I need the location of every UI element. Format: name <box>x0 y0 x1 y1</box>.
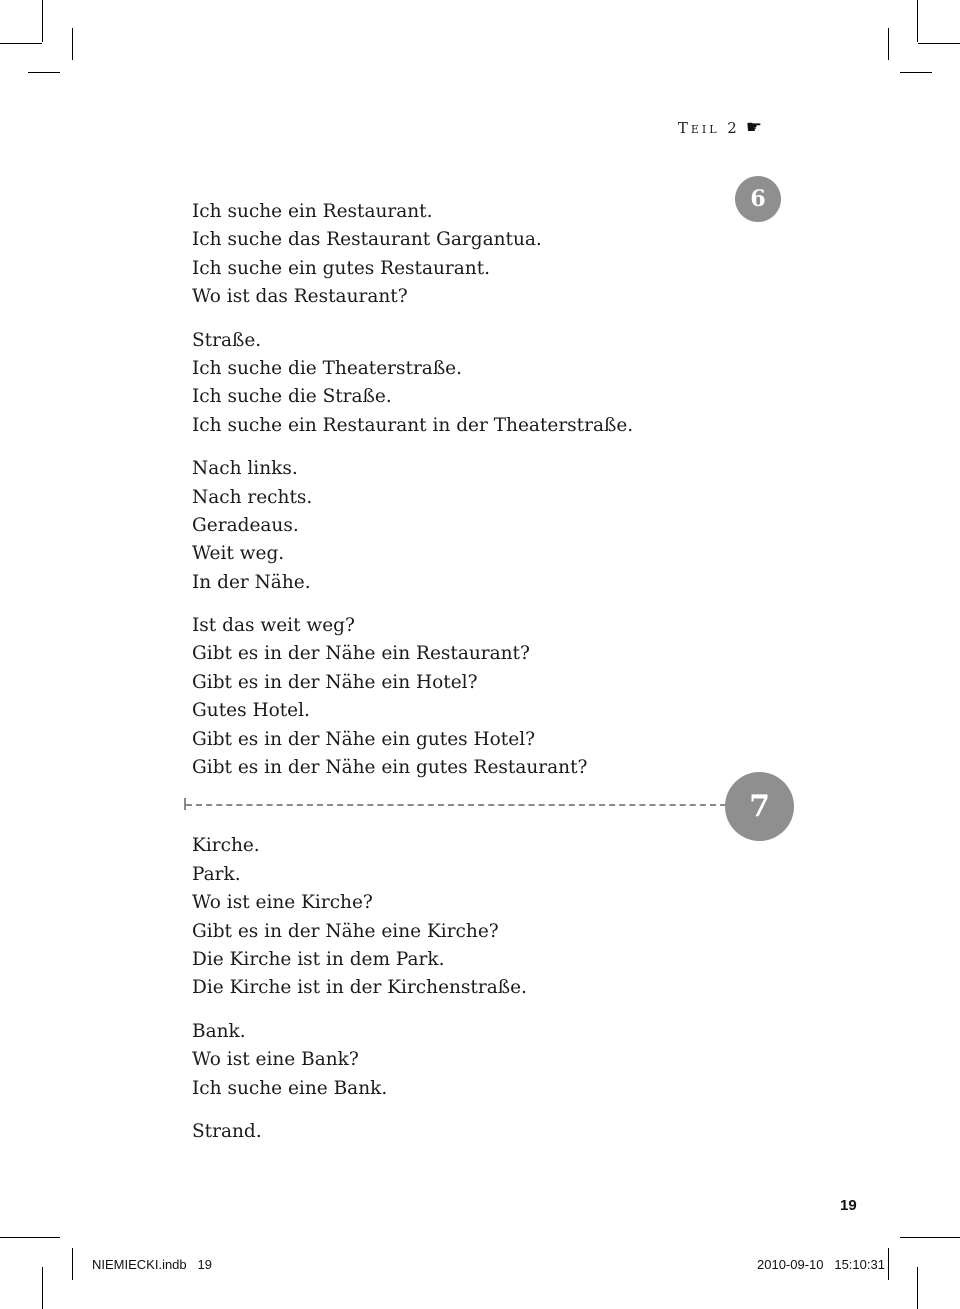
phrase-line: Weit weg. <box>192 543 285 565</box>
phrase-block <box>192 1018 752 1103</box>
crop-mark <box>42 1267 43 1309</box>
lesson-badge: 6 <box>735 176 781 222</box>
crop-mark <box>72 28 73 60</box>
phrase-line: Park. <box>192 863 241 885</box>
phrase-line: Gutes Hotel. <box>192 700 310 722</box>
phrase-block <box>192 832 752 1002</box>
crop-mark <box>28 1237 60 1238</box>
phrase-line: Wo ist eine Bank? <box>192 1049 359 1071</box>
phrase-block <box>192 1118 752 1146</box>
page-number: 19 <box>840 1197 857 1214</box>
crop-mark <box>28 72 60 73</box>
slug-timestamp: 2010-09-10 15:10:31 <box>757 1257 885 1272</box>
crop-mark <box>900 72 932 73</box>
phrase-line: Bank. <box>192 1020 246 1042</box>
phrase-line: In der Nähe. <box>192 571 311 593</box>
phrase-line: Ich suche ein gutes Restaurant. <box>192 257 491 279</box>
phrase-block <box>192 455 752 597</box>
phrase-line: Geradeaus. <box>192 514 299 536</box>
phrase-line: Die Kirche ist in der Kirchenstraße. <box>192 977 527 999</box>
phrase-block <box>192 327 752 441</box>
phrase-list <box>192 198 752 1161</box>
crop-mark <box>917 1267 918 1309</box>
phrase-line: Gibt es in der Nähe ein gutes Restaurant? <box>192 757 588 779</box>
crop-mark <box>888 28 889 60</box>
pointing-hand-icon: ☛ <box>745 117 762 138</box>
phrase-line: Ich suche ein Restaurant in der Theaterstraße. <box>192 414 634 436</box>
phrase-line: Ist das weit weg? <box>192 615 355 637</box>
phrase-line: Strand. <box>192 1120 262 1142</box>
phrase-line: Ich suche eine Bank. <box>192 1077 388 1099</box>
lesson-badge: 7 <box>725 772 794 841</box>
phrase-line: Die Kirche ist in dem Park. <box>192 948 445 970</box>
phrase-line: Wo ist das Restaurant? <box>192 286 408 308</box>
phrase-line: Nach links. <box>192 458 298 480</box>
phrase-line: Wo ist eine Kirche? <box>192 892 373 914</box>
phrase-line: Gibt es in der Nähe ein Hotel? <box>192 671 478 693</box>
phrase-line: Ich suche die Straße. <box>192 386 392 408</box>
crop-mark <box>72 1248 73 1280</box>
crop-mark <box>900 1237 932 1238</box>
phrase-line: Ich suche das Restaurant Gargantua. <box>192 229 542 251</box>
crop-mark <box>0 43 42 44</box>
phrase-line: Gibt es in der Nähe ein gutes Hotel? <box>192 728 536 750</box>
phrase-line: Ich suche ein Restaurant. <box>192 201 433 222</box>
phrase-block <box>192 198 752 312</box>
crop-mark <box>42 0 43 42</box>
slug-file-info: NIEMIECKI.indb 19 <box>92 1257 212 1272</box>
phrase-block <box>192 612 752 782</box>
crop-mark <box>888 1248 889 1280</box>
phrase-line: Gibt es in der Nähe eine Kirche? <box>192 920 499 942</box>
crop-mark <box>917 0 918 42</box>
phrase-line: Kirche. <box>192 835 260 857</box>
running-head-label: Teil 2 <box>677 118 740 137</box>
phrase-line: Nach rechts. <box>192 486 313 508</box>
crop-mark <box>918 43 960 44</box>
phrase-line: Ich suche die Theaterstraße. <box>192 357 463 379</box>
phrase-line: Straße. <box>192 329 262 351</box>
running-head <box>678 117 762 138</box>
phrase-line: Gibt es in der Nähe ein Restaurant? <box>192 643 530 665</box>
